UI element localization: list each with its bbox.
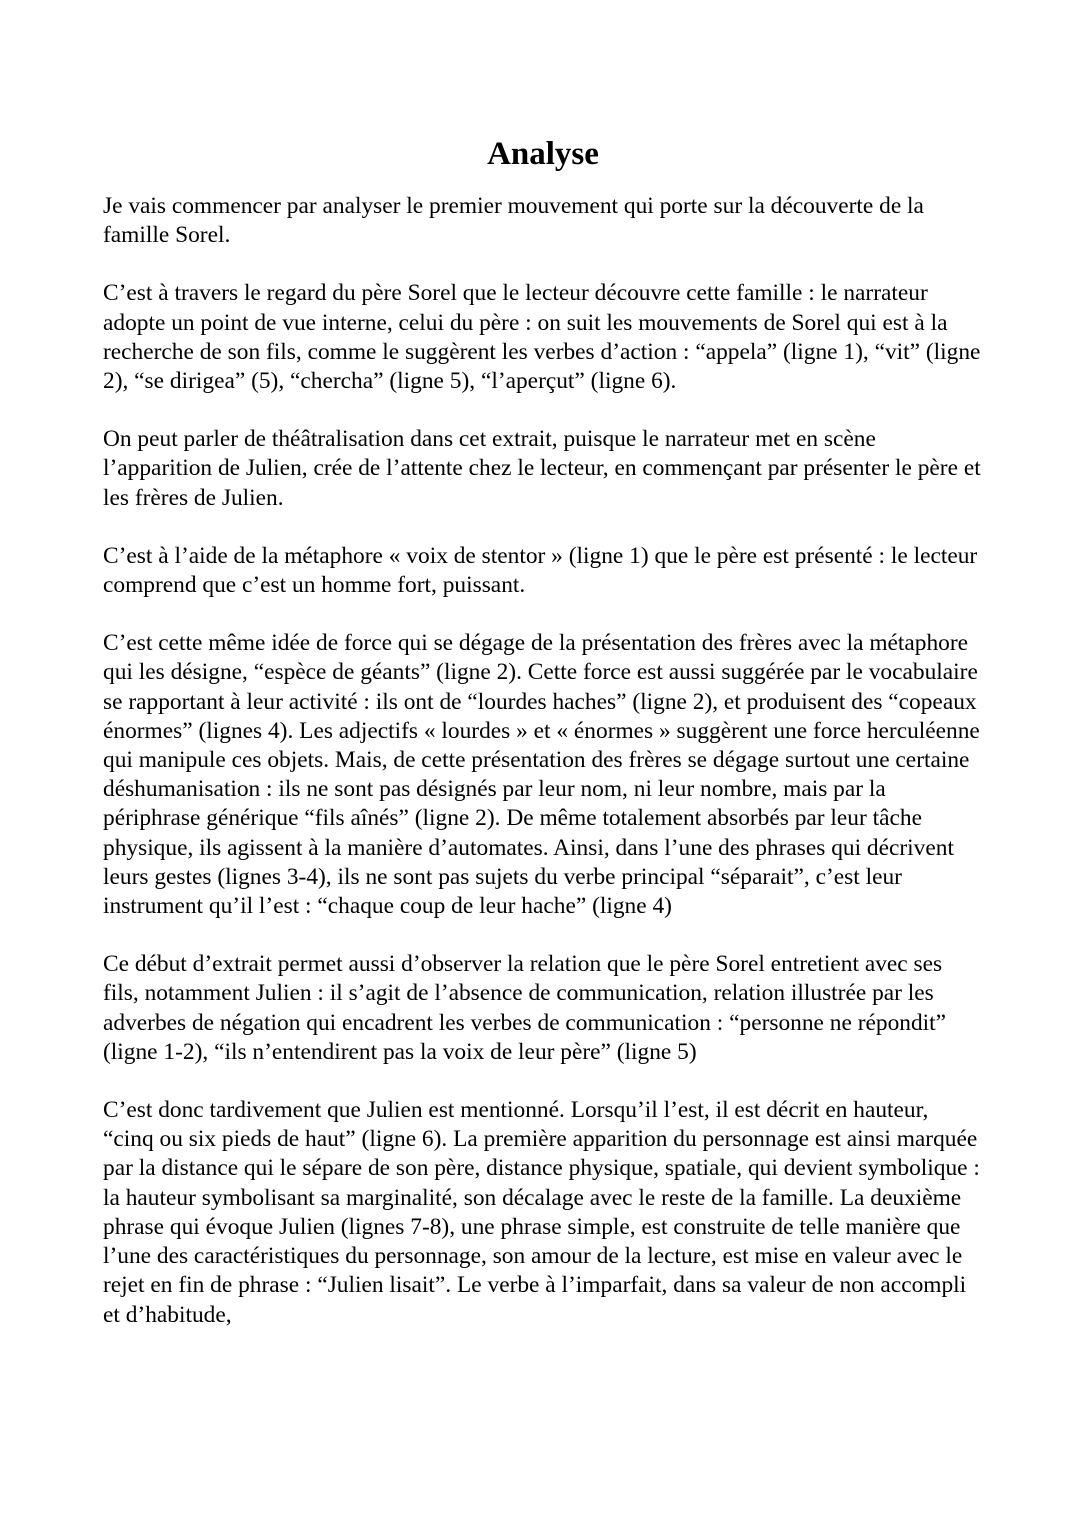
paragraph-point-de-vue: C’est à travers le regard du père Sorel que le lecteur découvre cette famille : le narrateur adopte un point de vue interne, celui du père : on suit les mouvements de Sorel qui est à la recherche de son fils, comme le suggèrent les verbes d’action : “appela” (ligne 1), “vit” (ligne 2), “se dirigea” (5), “chercha” (ligne 5), “l’aperçut” (ligne 6).: [103, 280, 981, 395]
paragraph-julien: C’est donc tardivement que Julien est mentionné. Lorsqu’il l’est, il est décrit en hauteur, “cinq ou six pieds de haut” (ligne 6). La première apparition du personnage est ainsi marquée par la distance qui le sépare de son père, distance physique, spatiale, qui devient symbolique : la hauteur symbolisant sa marginalité, son décalage avec le reste de la famille. La deuxième phrase qui évoque Julien (lignes 7-8), une phrase simple, est construite de telle manière que l’une des caractéristiques du personnage, son amour de la lecture, est mise en valeur avec le rejet en fin de phrase : “Julien lisait”. Le verbe à l’imparfait, dans sa valeur de non accompli et d’habitude,: [103, 1097, 980, 1328]
paragraph-intro: Je vais commencer par analyser le premier mouvement qui porte sur la découverte de la famille Sorel.: [103, 193, 924, 249]
page-title: Analyse: [487, 136, 599, 172]
paragraph-freres: C’est cette même idée de force qui se dégage de la présentation des frères avec la métaphore qui les désigne, “espèce de géants” (ligne 2). Cette force est aussi suggérée par le vocabulaire se rapportant à leur activité : ils ont de “lourdes haches” (ligne 2), et produisent des “copeaux énormes” (lignes 4). Les adjectifs « lourdes » et « énormes » suggèrent une force herculéenne qui manipule ces objets. Mais, de cette présentation des frères se dégage surtout une certaine déshumanisation : ils ne sont pas désignés par leur nom, ni leur nombre, mais par la périphrase générique “fils aînés” (ligne 2). De même totalement absorbés par leur tâche physique, ils agissent à la manière d’automates. Ainsi, dans l’une des phrases qui décrivent leurs gestes (lignes 3-4), ils ne sont pas sujets du verbe principal “séparait”, c’est leur instrument qu’il l’est : “chaque coup de leur hache” (ligne 4): [103, 630, 980, 920]
document-page: [103, 132, 983, 1359]
paragraph-theatralisation: On peut parler de théâtralisation dans cet extrait, puisque le narrateur met en scène l’apparition de Julien, crée de l’attente chez le lecteur, en commençant par présenter le père et les frères de Julien.: [103, 426, 981, 511]
paragraph-communication: Ce début d’extrait permet aussi d’observer la relation que le père Sorel entretient avec ses fils, notamment Julien : il s’agit de l’absence de communication, relation illustrée par les adverbes de négation qui encadrent les verbes de communication : “personne ne répondit” (ligne 1-2), “ils n’entendirent pas la voix de leur père” (ligne 5): [103, 951, 947, 1065]
paragraph-pere: C’est à l’aide de la métaphore « voix de stentor » (ligne 1) que le père est présenté : le lecteur comprend que c’est un homme fort, puissant.: [103, 542, 978, 599]
